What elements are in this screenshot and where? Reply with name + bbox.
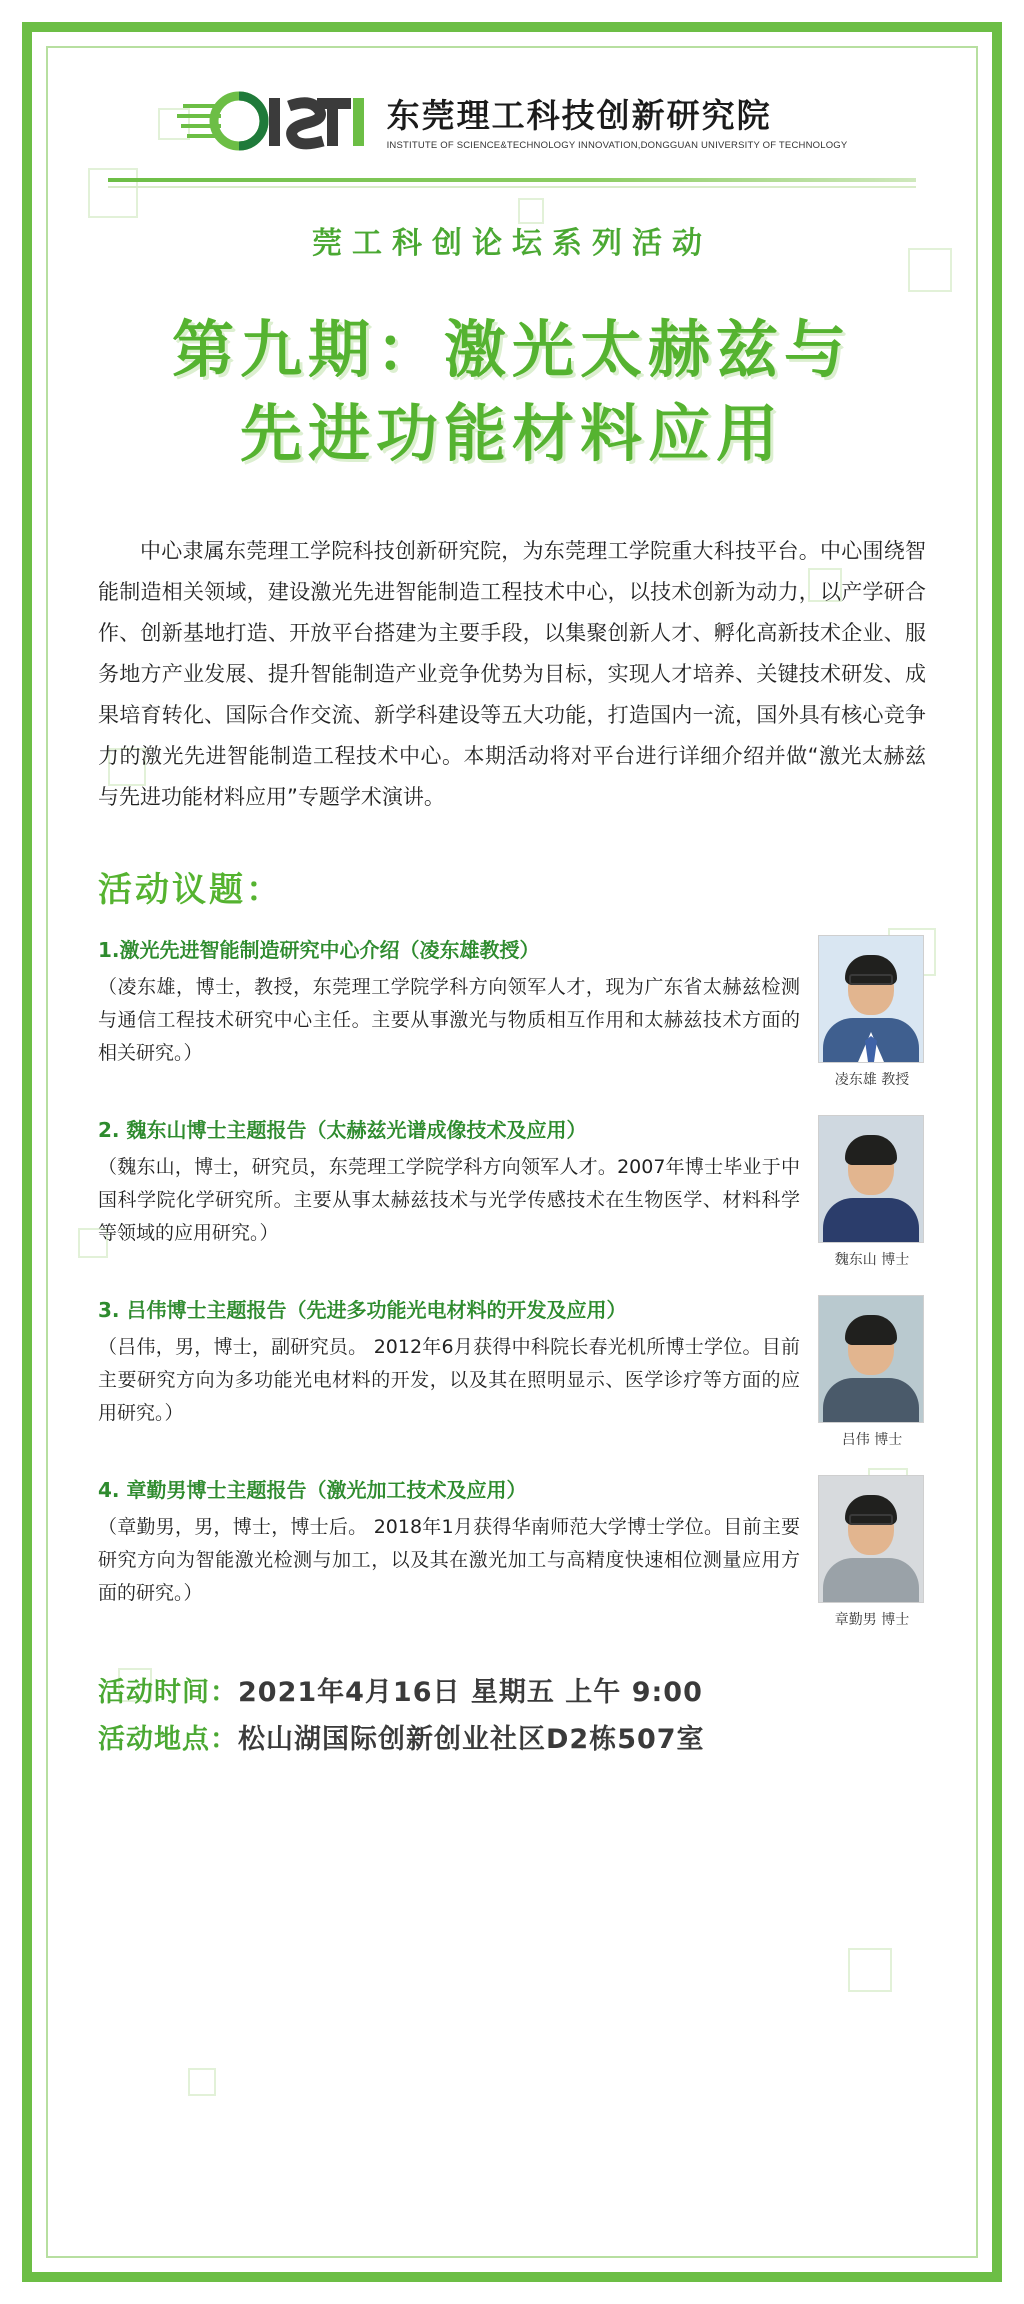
institute-name-block: [387, 97, 848, 151]
speaker-name: 凌东雄 教授: [834, 1071, 910, 1088]
agenda-heading: 活动议题：: [98, 869, 283, 910]
agenda-item-text: [98, 935, 800, 1071]
agenda-item-body: （凌东雄，博士，教授，东莞理工学院学科方向领军人才，现为广东省太赫兹检测与通信工程技术研究中心主任。主要从事激光与物质相互作用和太赫兹技术方面的相关研究。）: [98, 975, 800, 1065]
agenda-item-title: 4. 章勤男博士主题报告（激光加工技术及应用）: [98, 1477, 527, 1502]
agenda-list: [98, 935, 926, 1629]
avatar: [818, 1475, 924, 1603]
agenda-item-body: （魏东山，博士，研究员，东莞理工学院学科方向领军人才。2007年博士毕业于中国科学院化学研究所。主要从事太赫兹技术与光学传感技术在生物医学、材料科学等领域的应用研究。）: [98, 1155, 800, 1245]
event-place-label: 活动地点：: [98, 1724, 238, 1756]
agenda-item-text: [98, 1295, 800, 1431]
speaker-photo-block: [818, 1115, 926, 1269]
institute-name-en: INSTITUTE OF SCIENCE&TECHNOLOGY INNOVATION,DONGGUAN UNIVERSITY OF TECHNOLOGY: [386, 139, 848, 151]
poster-title: [64, 308, 960, 475]
institute-name-cn: 东莞理工科技创新研究院: [386, 96, 772, 136]
event-place-value: 松山湖国际创新创业社区D2栋507室: [238, 1724, 705, 1756]
event-details: [98, 1669, 926, 1764]
header-divider-secondary: [108, 186, 916, 188]
agenda-item-title: 3. 吕伟博士主题报告（先进多功能光电材料的开发及应用）: [98, 1297, 627, 1322]
agenda-item-text: [98, 1475, 800, 1611]
agenda-item-title: 1.激光先进智能制造研究中心介绍（凌东雄教授）: [98, 937, 540, 962]
isti-logo-icon: [177, 90, 373, 158]
speaker-name: 魏东山 博士: [834, 1251, 910, 1268]
title-line-1: 第九期：激光太赫兹与: [171, 313, 852, 386]
header-divider: [108, 178, 916, 182]
event-time-label: 活动时间：: [98, 1676, 238, 1708]
avatar: [818, 935, 924, 1063]
poster-content: [64, 64, 960, 2244]
speaker-photo-block: [818, 1475, 926, 1629]
glasses-icon: [849, 974, 893, 985]
speaker-name: 章勤男 博士: [834, 1611, 910, 1628]
series-label: 莞工科创论坛系列活动: [312, 226, 712, 261]
intro-paragraph: 中心隶属东莞理工学院科技创新研究院，为东莞理工学院重大科技平台。中心围绕智能制造相关领域，建设激光先进智能制造工程技术中心，以技术创新为动力，以产学研合作、创新基地打造、开放平台搭建为主要手段，以集聚创新人才、孵化高新技术企业、服务地方产业发展、提升智能制造产业竞争优势为目标，实现人才培养、关键技术研发、成果培育转化、国际合作交流、新学科建设等五大功能，打造国内一流，国外具有核心竞争力的激光先进智能制造工程技术中心。本期活动将对平台进行详细介绍并做“激光太赫兹与先进功能材料应用”专题学术演讲。: [98, 539, 926, 809]
agenda-item-text: [98, 1115, 800, 1251]
list-item: [98, 1115, 926, 1269]
header: [64, 64, 960, 158]
title-line-2: 先进功能材料应用: [239, 396, 784, 470]
agenda-item-title: 2. 魏东山博士主题报告（太赫兹光谱成像技术及应用）: [98, 1117, 587, 1142]
speaker-photo-block: [818, 935, 926, 1089]
speaker-name: 吕伟 博士: [841, 1431, 903, 1448]
event-time-value: 2021年4月16日 星期五 上午 9:00: [238, 1676, 703, 1708]
list-item: [98, 935, 926, 1089]
speaker-photo-block: [818, 1295, 926, 1449]
event-place-row: [98, 1716, 926, 1763]
list-item: [98, 1475, 926, 1629]
agenda-item-body: （章勤男，男，博士，博士后。 2018年1月获得华南师范大学博士学位。目前主要研究方向为智能激光检测与加工，以及其在激光加工与高精度快速相位测量应用方面的研究。）: [98, 1515, 800, 1605]
avatar: [818, 1115, 924, 1243]
event-time-row: [98, 1669, 926, 1716]
agenda-item-body: （吕伟，男，博士，副研究员。 2012年6月获得中科院长春光机所博士学位。目前主要研究方向为多功能光电材料的开发，以及其在照明显示、医学诊疗等方面的应用研究。）: [98, 1335, 800, 1425]
avatar: [818, 1295, 924, 1423]
glasses-icon: [849, 1514, 893, 1525]
list-item: [98, 1295, 926, 1449]
